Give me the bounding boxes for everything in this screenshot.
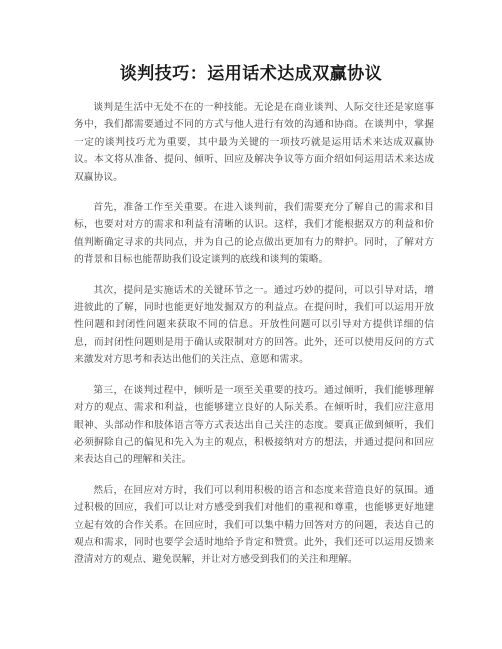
document-body [74,99,434,582]
paragraph-responding: 然后，在回应对方时，我们可以利用积极的语言和态度来营造良好的氛围。通过积极的回应，我们可以让对方感受到我们对他们的重视和尊重，也能够更好地建立起有效的合作关系。在回应时，我们可以集中精力回答对方的问题，表达自己的观点和需求，同时也要学会适时地给予肯定和赞赏。此外，我们还可以运用反馈来澄清对方的观点、避免误解，并让对方感受到我们的关注和理解。 [74,484,434,566]
paragraph-questioning: 其次，提问是实施话术的关键环节之一。通过巧妙的提问，可以引导对话，增进彼此的了解，同时也能更好地发掘双方的利益点。在提问时，我们可以运用开放性问题和封闭性问题来获取不同的信息。开放性问题可以引导对方提供详细的信息，而封闭性问题则是用于确认或限制对方的回答。此外，还可以使用反问的方式来激发对方思考和表达出他们的关注点、意愿和需求。 [74,284,434,366]
paragraph-intro: 谈判是生活中无处不在的一种技能。无论是在商业谈判、人际交往还是家庭事务中，我们都需要通过不同的方式与他人进行有效的沟通和协商。在谈判中，掌握一定的谈判技巧尤为重要，其中最为关键的一项技巧就是运用话术来达成双赢协议。本文将从准备、提问、倾听、回应及解决争议等方面介绍如何运用话术来达成双赢协议。 [74,102,434,183]
paragraph-preparation: 首先，准备工作至关重要。在进入谈判前，我们需要充分了解自己的需求和目标，也要对对方的需求和利益有清晰的认识。这样，我们才能根据双方的利益和价值判断确定寻求的共同点，并为自己的论点做出更加有力的辩护。同时，了解对方的背景和目标也能帮助我们设定谈判的底线和谈判的策略。 [74,202,434,266]
document-title: 谈判技巧：运用话术达成双赢协议 [119,64,383,84]
paragraph-listening: 第三，在谈判过程中，倾听是一项至关重要的技巧。通过倾听，我们能够理解对方的观点、需求和利益，也能够建立良好的人际关系。在倾听时，我们应注意用眼神、头部动作和肢体语言等方式表达出自己关注的态度。要真正做到倾听，我们必须摒除自己的偏见和先入为主的观点，积极接纳对方的想法，并通过提问和回应来表达自己的理解和关注。 [74,384,434,466]
